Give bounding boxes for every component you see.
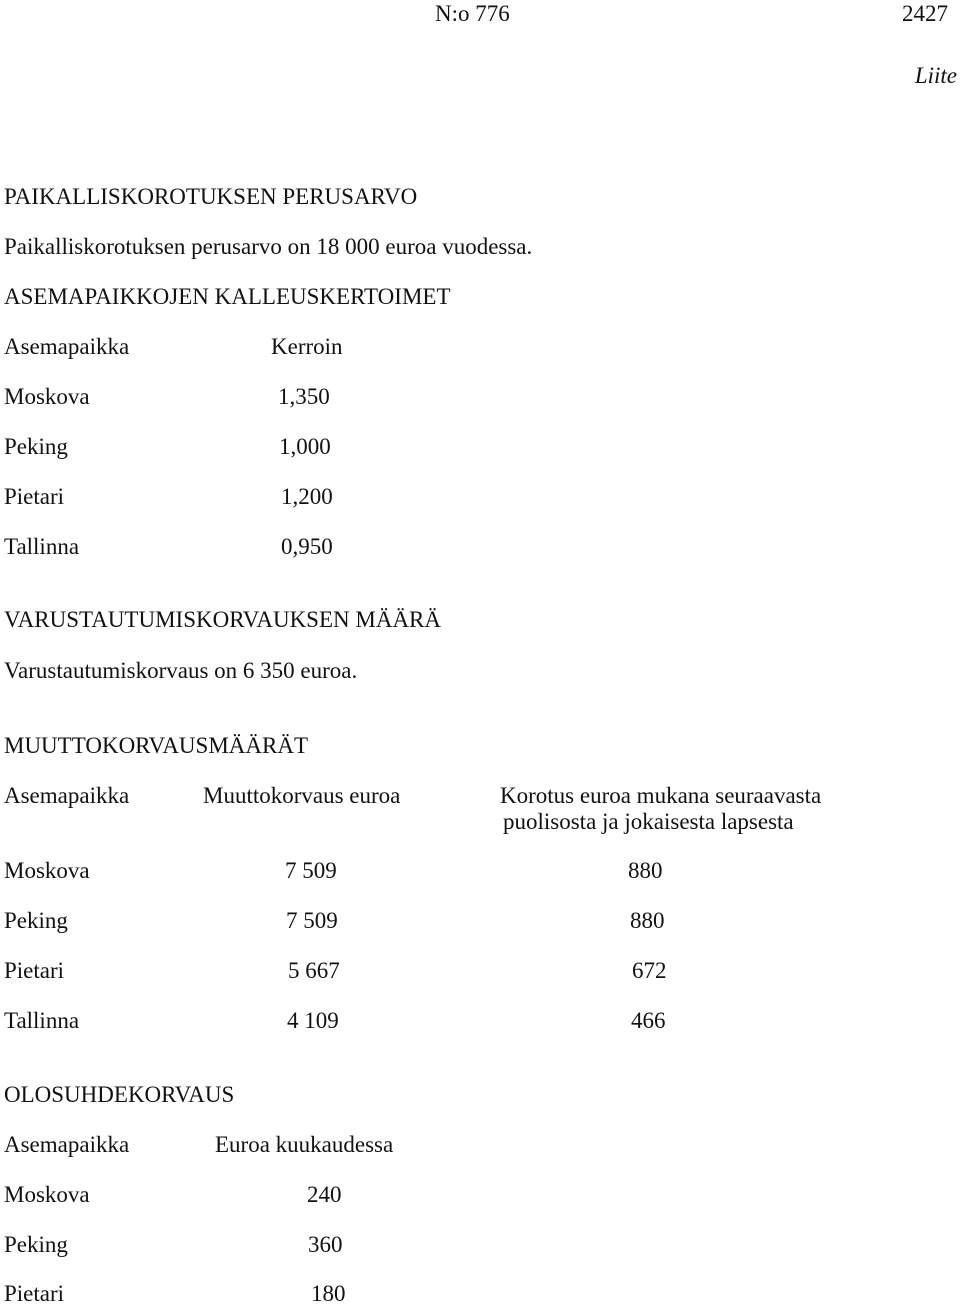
table-row-increase: 880 bbox=[630, 908, 665, 933]
column-header-euros-per-month: Euroa kuukaudessa bbox=[215, 1132, 394, 1157]
column-header-increase-line1: Korotus euroa mukana seuraavasta bbox=[500, 783, 822, 808]
table-row-place: Peking bbox=[4, 1232, 68, 1257]
section-heading-cost-coefficients: ASEMAPAIKKOJEN KALLEUSKERTOIMET bbox=[4, 284, 451, 309]
table-row-place: Tallinna bbox=[4, 534, 80, 559]
local-increase-text: Paikalliskorotuksen perusarvo on 18 000 euroa vuodessa. bbox=[4, 234, 533, 259]
column-header-place: Asemapaikka bbox=[4, 1132, 130, 1157]
section-heading-equipment-allowance: VARUSTAUTUMISKORVAUKSEN MÄÄRÄ bbox=[4, 607, 441, 632]
table-row-increase: 880 bbox=[628, 858, 663, 883]
column-header-coefficient: Kerroin bbox=[271, 334, 343, 359]
table-row-place: Pietari bbox=[4, 484, 65, 509]
table-row-value: 240 bbox=[307, 1182, 342, 1207]
appendix-label: Liite bbox=[914, 63, 957, 88]
column-header-relocation-amount: Muuttokorvaus euroa bbox=[203, 783, 401, 808]
table-row-value: 180 bbox=[311, 1281, 346, 1306]
table-row-place: Moskova bbox=[4, 858, 90, 883]
table-row-place: Peking bbox=[4, 434, 68, 459]
equipment-allowance-text: Varustautumiskorvaus on 6 350 euroa. bbox=[4, 658, 358, 683]
table-row-amount: 5 667 bbox=[288, 958, 340, 983]
section-heading-local-increase: PAIKALLISKOROTUKSEN PERUSARVO bbox=[4, 184, 418, 209]
table-row-place: Pietari bbox=[4, 958, 65, 983]
column-header-increase-line2: puolisosta ja jokaisesta lapsesta bbox=[503, 809, 794, 834]
column-header-place: Asemapaikka bbox=[4, 334, 130, 359]
table-row-place: Peking bbox=[4, 908, 68, 933]
table-row-amount: 4 109 bbox=[287, 1008, 339, 1033]
table-row-place: Moskova bbox=[4, 1182, 90, 1207]
section-heading-relocation-allowances: MUUTTOKORVAUSMÄÄRÄT bbox=[4, 733, 309, 758]
table-row-place: Pietari bbox=[4, 1281, 65, 1306]
issue-number: N:o 776 bbox=[435, 1, 510, 26]
table-row-increase: 672 bbox=[632, 958, 667, 983]
table-row-increase: 466 bbox=[631, 1008, 666, 1033]
table-row-value: 0,950 bbox=[281, 534, 333, 559]
table-row-value: 1,000 bbox=[279, 434, 331, 459]
section-heading-conditions-allowance: OLOSUHDEKORVAUS bbox=[4, 1082, 235, 1107]
table-row-value: 1,200 bbox=[281, 484, 333, 509]
table-row-place: Moskova bbox=[4, 384, 90, 409]
table-row-value: 1,350 bbox=[278, 384, 330, 409]
table-row-amount: 7 509 bbox=[285, 858, 337, 883]
table-row-value: 360 bbox=[308, 1232, 343, 1257]
table-row-amount: 7 509 bbox=[286, 908, 338, 933]
table-row-place: Tallinna bbox=[4, 1008, 80, 1033]
page-number: 2427 bbox=[902, 1, 948, 26]
column-header-place: Asemapaikka bbox=[4, 783, 130, 808]
